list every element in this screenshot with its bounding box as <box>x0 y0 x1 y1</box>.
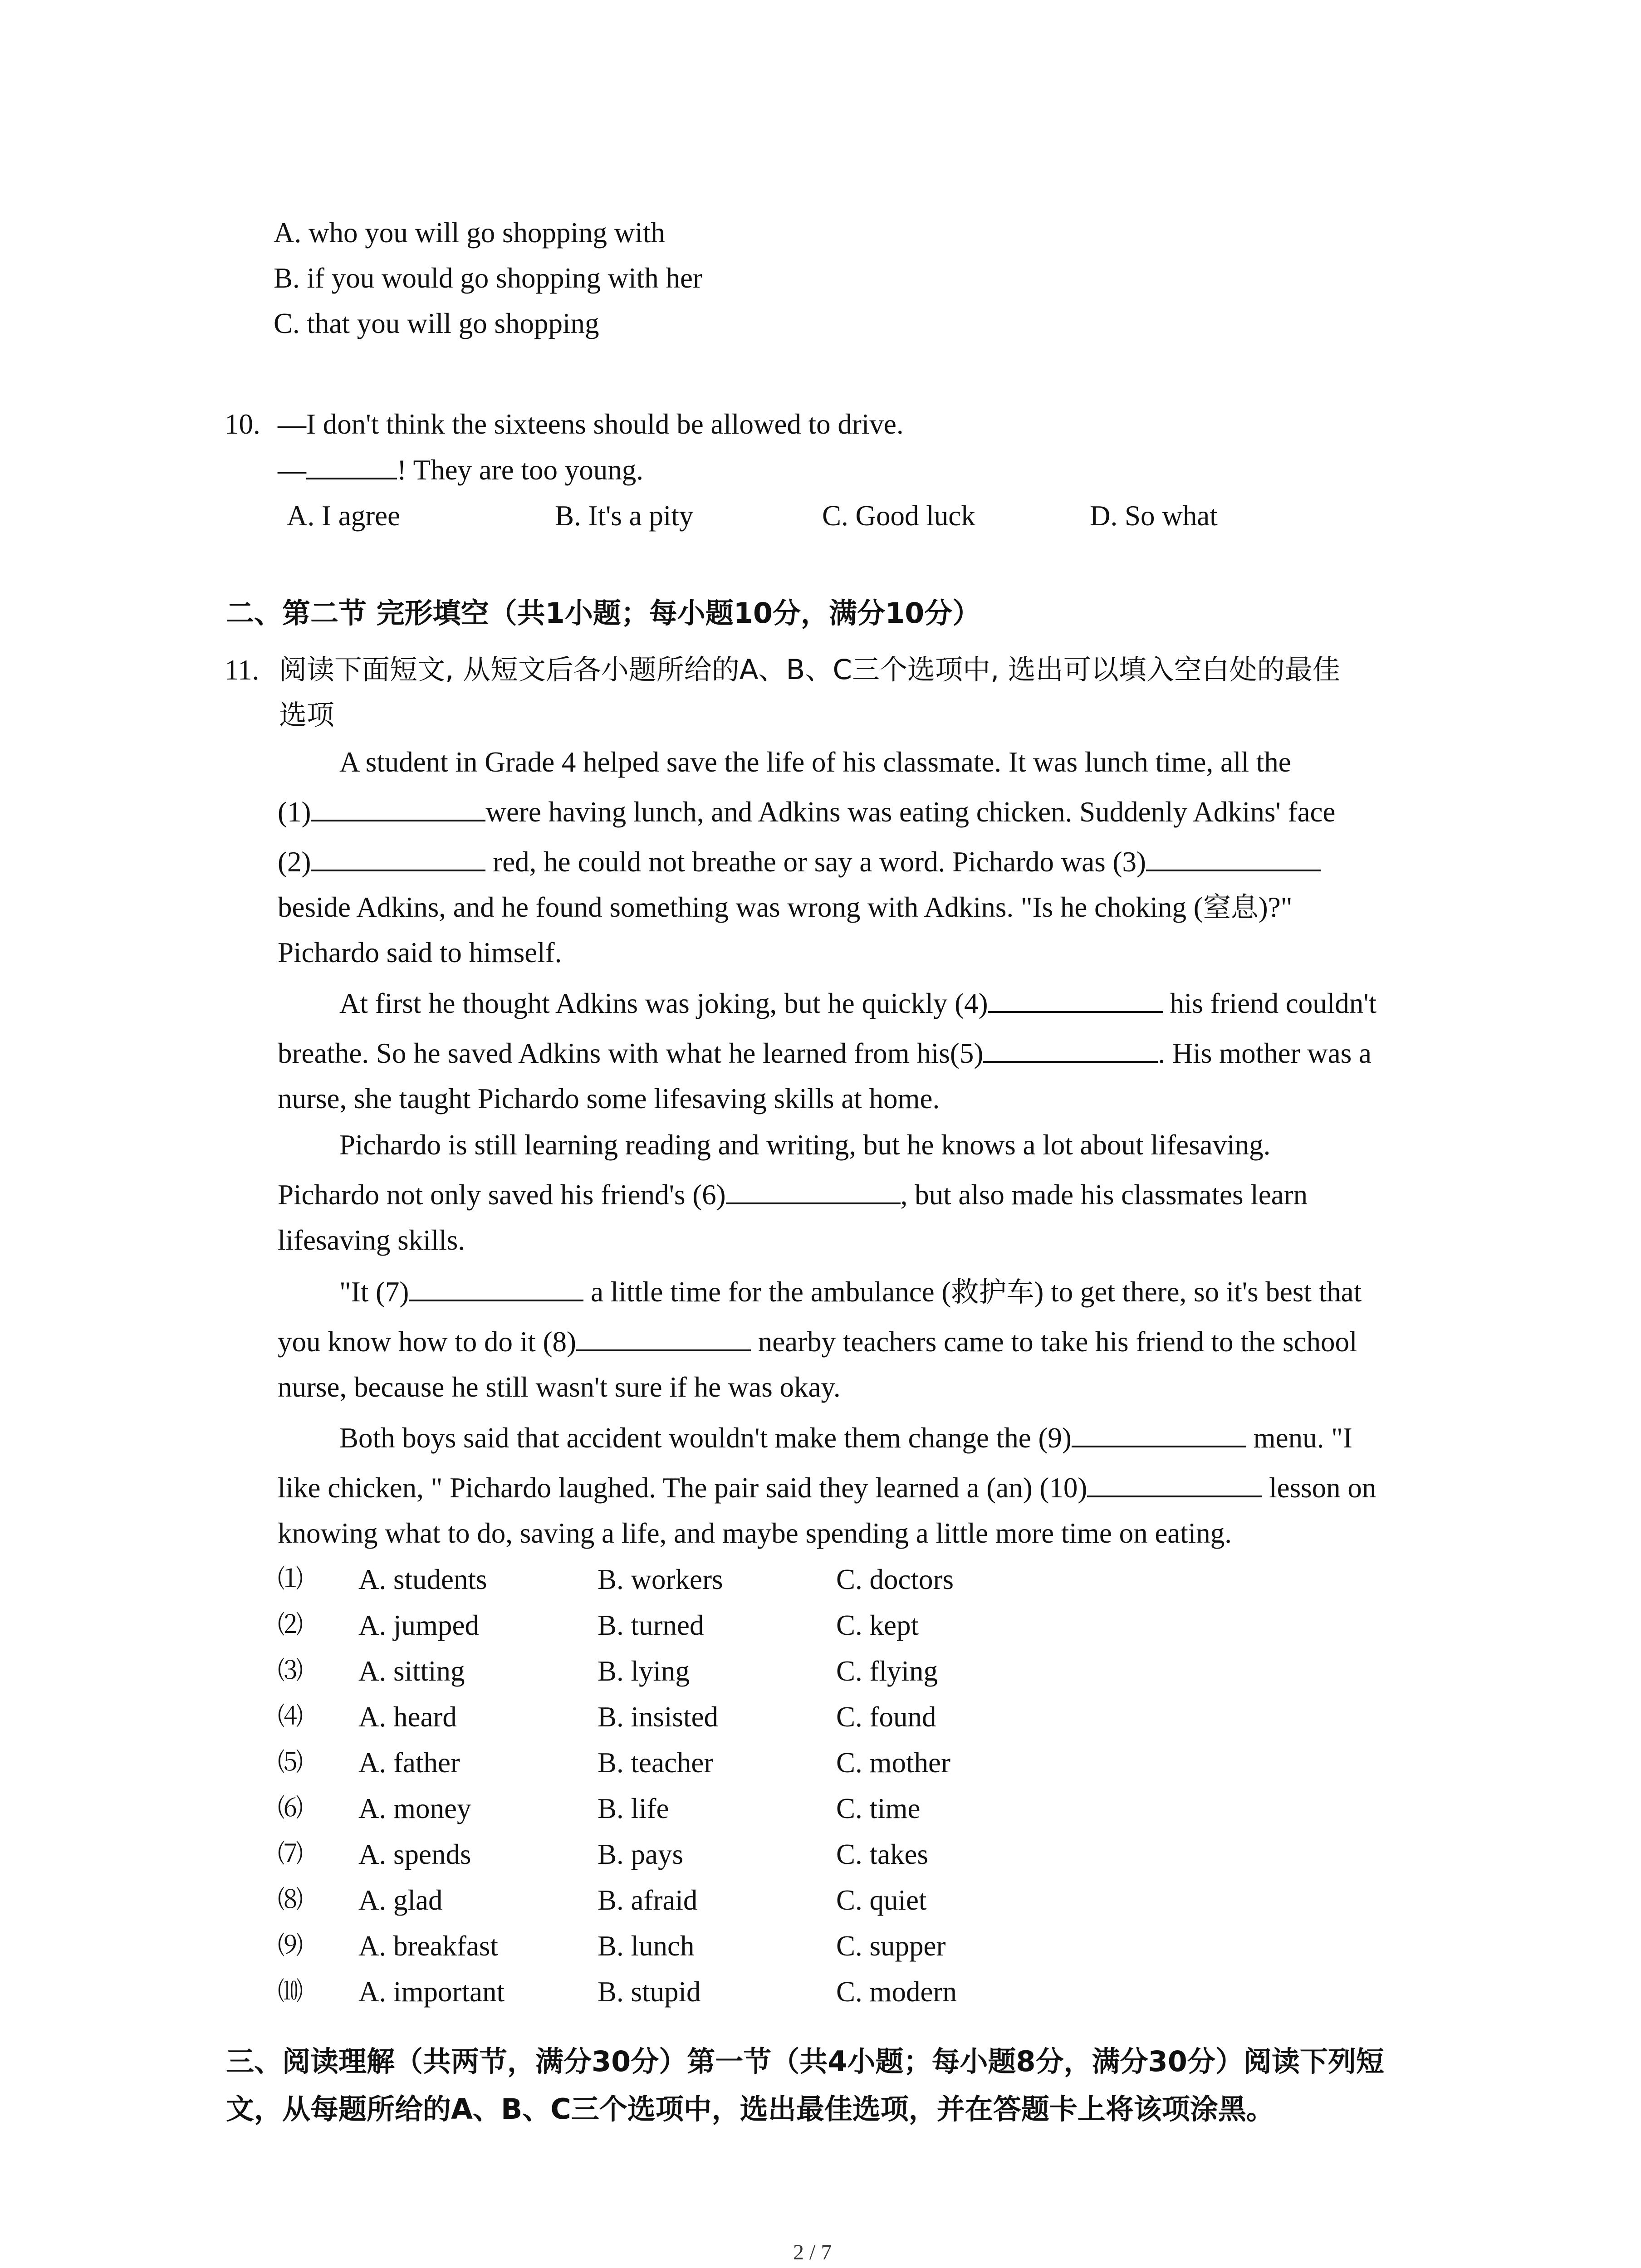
choice-number: ⑼ <box>278 1932 303 1960</box>
section2-heading: 二、第二节 完形填空（共1小题；每小题10分，满分10分） <box>226 596 981 630</box>
q10-option-a: A. I agree <box>287 500 401 532</box>
q10-line2-text: ! They are too young. <box>397 454 643 486</box>
choice-option-b: B. lying <box>598 1655 690 1687</box>
q9-option-b: B. if you would go shopping with her <box>274 262 702 294</box>
q10-option-b: B. It's a pity <box>555 500 694 532</box>
choice-number: ⑸ <box>278 1749 303 1777</box>
passage-p1-line4 <box>278 889 1292 926</box>
choice-option-a: A. jumped <box>358 1609 479 1641</box>
section3-heading-line1: 三、阅读理解（共两节，满分30分）第一节（共4小题；每小题8分，满分30分）阅读下列短 <box>226 2045 1384 2078</box>
choice-option-c: C. quiet <box>836 1884 927 1916</box>
answer-blank-3 <box>1146 844 1321 871</box>
q10-option-c: C. Good luck <box>822 500 975 532</box>
choice-option-a: A. sitting <box>358 1655 465 1687</box>
choice-option-c: C. modern <box>836 1976 957 2008</box>
choice-option-c: C. flying <box>836 1655 938 1687</box>
answer-blank <box>306 452 397 479</box>
choice-option-b: B. turned <box>598 1609 704 1641</box>
passage-text: Both boys said that accident wouldn't make them change the (9) <box>339 1422 1072 1454</box>
choice-number: ⑺ <box>278 1840 303 1868</box>
passage-text: ) to get there, so it's best that <box>1034 1276 1362 1308</box>
passage-p5-line2 <box>278 1470 1376 1506</box>
choice-option-a: A. father <box>358 1747 460 1779</box>
choice-option-b: B. stupid <box>598 1976 701 2008</box>
q10-option-d: D. So what <box>1090 500 1218 532</box>
choice-option-b: B. insisted <box>598 1701 719 1733</box>
answer-blank-6 <box>726 1177 901 1204</box>
blank-number-1: (1) <box>278 796 311 828</box>
section3-heading-line2: 文，从每题所给的A、B、C三个选项中，选出最佳选项，并在答题卡上将该项涂黑。 <box>226 2092 1274 2126</box>
passage-p2-line2 <box>278 1035 1372 1071</box>
passage-text: red, he could not breathe or say a word. Pichardo was (3) <box>485 846 1146 878</box>
passage-p5-line1 <box>339 1420 1352 1456</box>
passage-text: )?" <box>1258 891 1293 923</box>
passage-text: At first he thought Adkins was joking, but he quickly (4) <box>339 987 988 1019</box>
choice-option-a: A. glad <box>358 1884 443 1916</box>
passage-p3-line2 <box>278 1177 1308 1213</box>
page-number: 2 / 7 <box>793 2240 832 2264</box>
choice-option-a: A. breakfast <box>358 1930 498 1962</box>
passage-p5-line3: knowing what to do, saving a life, and maybe spending a little more time on eating. <box>278 1517 1232 1549</box>
choice-option-a: A. students <box>358 1564 487 1595</box>
passage-text: like chicken, " Pichardo laughed. The pair said they learned a (an) (10) <box>278 1472 1087 1504</box>
passage-text: , but also made his classmates learn <box>900 1179 1308 1211</box>
choice-option-a: A. spends <box>358 1838 471 1870</box>
q10-dash: — <box>278 454 306 486</box>
q11-number: 11. <box>225 654 260 686</box>
answer-blank-2 <box>311 844 485 871</box>
q10-number: 10. <box>225 408 260 440</box>
passage-text: lesson on <box>1262 1472 1376 1504</box>
choice-option-b: B. afraid <box>598 1884 698 1916</box>
passage-p3-line1: Pichardo is still learning reading and writing, but he knows a lot about lifesaving. <box>339 1129 1271 1161</box>
chinese-gloss: 窒息 <box>1203 891 1259 924</box>
choice-option-b: B. pays <box>598 1838 683 1870</box>
choice-option-b: B. workers <box>598 1564 723 1595</box>
choice-option-b: B. teacher <box>598 1747 714 1779</box>
q9-option-a: A. who you will go shopping with <box>274 217 665 249</box>
choice-number: ⑹ <box>278 1794 303 1823</box>
choice-number: ⑷ <box>278 1703 303 1731</box>
answer-blank-7 <box>409 1274 583 1301</box>
passage-text: menu. "I <box>1246 1422 1352 1454</box>
passage-text: were having lunch, and Adkins was eating chicken. Suddenly Adkins' face <box>485 796 1336 828</box>
passage-text: Pichardo not only saved his friend's (6) <box>278 1179 726 1211</box>
answer-blank-9 <box>1072 1420 1246 1447</box>
choice-number: ⑶ <box>278 1657 303 1685</box>
passage-text: his friend couldn't <box>1162 987 1377 1019</box>
answer-blank-4 <box>988 986 1163 1013</box>
passage-text: . His mother was a <box>1158 1037 1372 1069</box>
q10-line1: —I don't think the sixteens should be allowed to drive. <box>278 408 904 440</box>
choice-option-c: C. takes <box>836 1838 928 1870</box>
passage-text: nearby teachers came to take his friend to the school <box>750 1326 1357 1358</box>
choice-number: ⑽ <box>278 1978 303 2006</box>
choice-option-a: A. heard <box>358 1701 457 1733</box>
answer-blank-1 <box>311 794 485 821</box>
answer-blank-10 <box>1087 1470 1262 1497</box>
choice-number: ⑻ <box>278 1886 303 1914</box>
choice-option-c: C. mother <box>836 1747 950 1779</box>
choice-option-c: C. supper <box>836 1930 946 1962</box>
passage-p3-line3: lifesaving skills. <box>278 1224 465 1256</box>
choice-option-c: C. doctors <box>836 1564 954 1595</box>
passage-text: you know how to do it (8) <box>278 1326 576 1358</box>
choice-option-c: C. kept <box>836 1609 919 1641</box>
choice-option-b: B. life <box>598 1793 669 1824</box>
passage-text: breathe. So he saved Adkins with what he learned from his(5) <box>278 1037 984 1069</box>
passage-p2-line3: nurse, she taught Pichardo some lifesaving skills at home. <box>278 1083 940 1114</box>
q11-instruction-line1: 阅读下面短文, 从短文后各小题所给的A、B、C三个选项中, 选出可以填入空白处的最佳 <box>279 654 1340 686</box>
passage-text: "It (7) <box>339 1276 409 1308</box>
choice-number: ⑵ <box>278 1611 303 1639</box>
choice-option-b: B. lunch <box>598 1930 695 1962</box>
blank-number-2: (2) <box>278 846 311 878</box>
passage-p4-line3: nurse, because he still wasn't sure if he was okay. <box>278 1371 841 1403</box>
choice-option-a: A. money <box>358 1793 471 1824</box>
passage-p4-line1 <box>339 1274 1362 1310</box>
passage-p1-line5: Pichardo said to himself. <box>278 937 562 968</box>
choice-option-a: A. important <box>358 1976 505 2008</box>
choice-option-c: C. time <box>836 1793 921 1824</box>
answer-blank-8 <box>576 1324 751 1351</box>
chinese-gloss: 救护车 <box>951 1276 1034 1308</box>
choice-option-c: C. found <box>836 1701 936 1733</box>
passage-p4-line2 <box>278 1324 1357 1360</box>
passage-p1-line1: A student in Grade 4 helped save the life of his classmate. It was lunch time, all the <box>339 746 1291 778</box>
passage-text: a little time for the ambulance ( <box>583 1276 951 1308</box>
passage-text: beside Adkins, and he found something was wrong with Adkins. "Is he choking ( <box>278 891 1203 923</box>
passage-p1-line3 <box>278 844 1321 880</box>
q10-line2 <box>278 452 643 488</box>
choice-number: ⑴ <box>278 1565 303 1593</box>
q9-option-c: C. that you will go shopping <box>274 308 599 339</box>
passage-p2-line1 <box>339 985 1376 1022</box>
passage-p1-line2 <box>278 794 1335 830</box>
q11-instruction-line2: 选项 <box>279 699 335 731</box>
answer-blank-5 <box>983 1036 1158 1063</box>
